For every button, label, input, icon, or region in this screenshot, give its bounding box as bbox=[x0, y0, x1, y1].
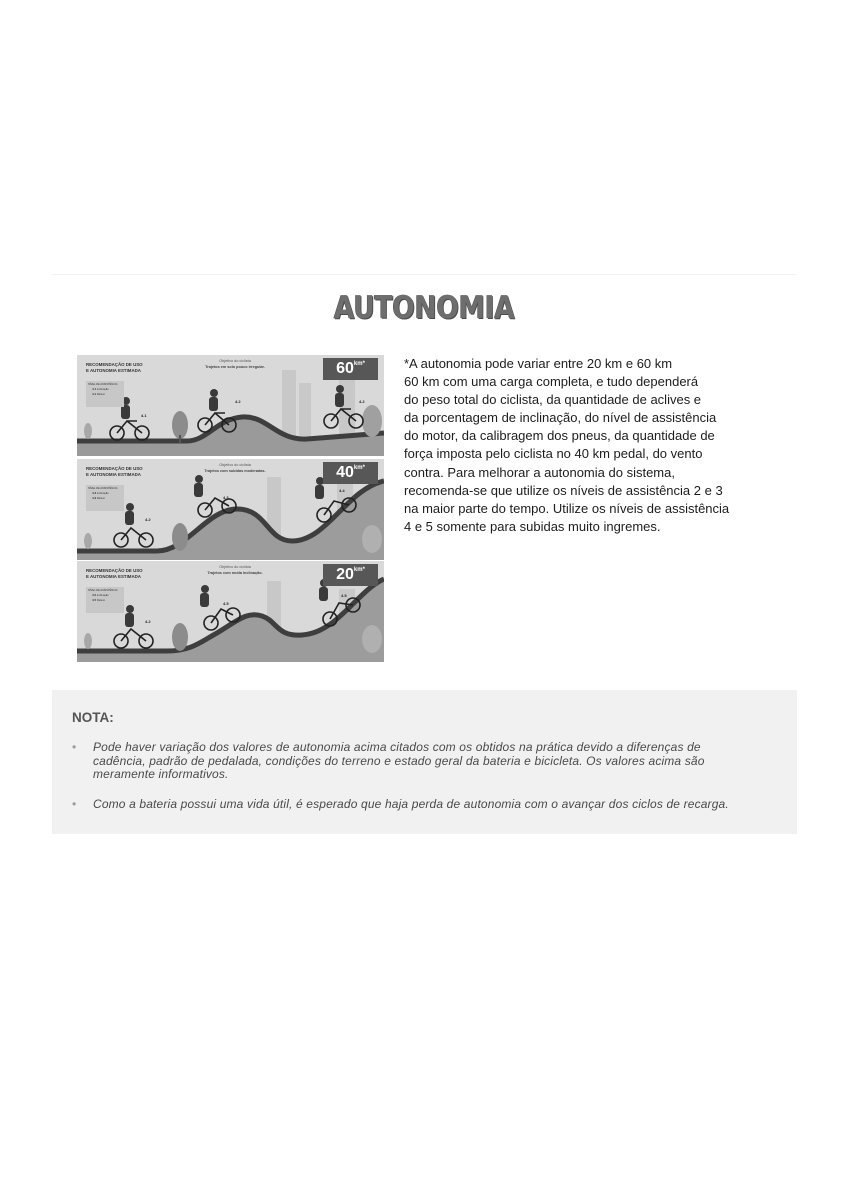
km-badge: $20^{km*}$ bbox=[323, 564, 378, 586]
km-badge: $60^{km*}$ bbox=[323, 358, 378, 380]
assist-label: 4.2 bbox=[145, 517, 151, 522]
bullet-icon: • bbox=[72, 740, 77, 754]
km-badge: $40^{km*}$ bbox=[323, 462, 378, 484]
assist-level-box: NÍVEL DE ASSISTÊNCIA 4.1 Inclinação 4.1 Relevo bbox=[86, 381, 124, 407]
description-line: do peso total do ciclista, da quantidade de aclives e bbox=[404, 392, 702, 408]
panel-subtitle: Objetivo do ciclista Trajetos com muita inclinação. bbox=[207, 565, 263, 575]
description-line: contra. Para melhorar a autonomia do sistema, bbox=[404, 464, 675, 480]
panel-20km bbox=[77, 561, 384, 662]
assist-label: 4.3 bbox=[223, 495, 229, 500]
description-line: 4 e 5 somente para subidas muito ingremes. bbox=[404, 518, 661, 534]
assist-level-box: NÍVEL DE ASSISTÊNCIA 4.5 Inclinação 4.5 Relevo bbox=[86, 587, 124, 613]
bullet-icon: • bbox=[72, 797, 77, 811]
assist-label: 4.5 bbox=[341, 593, 347, 598]
description-line: força imposta pelo ciclista no 40 km pedal, do vento bbox=[404, 446, 703, 462]
autonomy-illustration bbox=[77, 355, 384, 662]
assist-label: 4.2 bbox=[235, 399, 241, 404]
note-box bbox=[52, 690, 797, 834]
note-item: • Pode haver variação dos valores de autonomia acima citados com os obtidos na prática devido a diferenças de cadência, padrão de pedalada, condições do terreno e estado geral da bateria e bicicleta. Os valores acima são meramente informativos. bbox=[72, 740, 705, 781]
panel-subtitle: Objetivo do ciclista Trajetos em solo pouco irregular. bbox=[205, 359, 265, 369]
page-title: AUTONOMIA bbox=[333, 290, 515, 326]
description-line: da porcentagem de inclinação, do nível de assistência bbox=[404, 410, 717, 426]
description-line: na maior parte do tempo. Utilize os níveis de assistência bbox=[404, 500, 730, 516]
description-line: do motor, da calibragem dos pneus, da quantidade de bbox=[404, 428, 715, 444]
assist-label: 4.2 bbox=[145, 619, 151, 624]
assist-label: 4.5 bbox=[223, 601, 229, 606]
note-item: • Como a bateria possui uma vida útil, é esperado que haja perda de autonomia com o avançar dos ciclos de recarga. bbox=[72, 797, 729, 811]
description-line: 60 km com uma carga completa, e tudo dependerá bbox=[404, 374, 699, 390]
description-line: *A autonomia pode variar entre 20 km e 60 km bbox=[404, 356, 673, 371]
panel-heading: RECOMENDAÇÃO DE USO E AUTONOMIA ESTIMADA bbox=[86, 466, 143, 477]
panel-subtitle: Objetivo do ciclista Trajetos com subidas moderadas. bbox=[204, 463, 266, 473]
panel-heading: RECOMENDAÇÃO DE USO E AUTONOMIA ESTIMADA bbox=[86, 362, 143, 373]
note-title: NOTA: bbox=[72, 710, 114, 725]
panel-40km bbox=[77, 459, 384, 560]
top-divider bbox=[52, 274, 796, 275]
assist-label: 4.4 bbox=[339, 488, 345, 493]
autonomy-description bbox=[404, 355, 764, 536]
assist-label: 4.1 bbox=[141, 413, 147, 418]
assist-level-box: NÍVEL DE ASSISTÊNCIA 4.3 Inclinação 4.3 Relevo bbox=[86, 485, 124, 511]
description-line: recomenda-se que utilize os níveis de assistência 2 e 3 bbox=[404, 482, 723, 498]
panel-heading: RECOMENDAÇÃO DE USO E AUTONOMIA ESTIMADA bbox=[86, 568, 143, 579]
panel-60km bbox=[77, 355, 384, 456]
assist-label: 4.2 bbox=[359, 399, 365, 404]
